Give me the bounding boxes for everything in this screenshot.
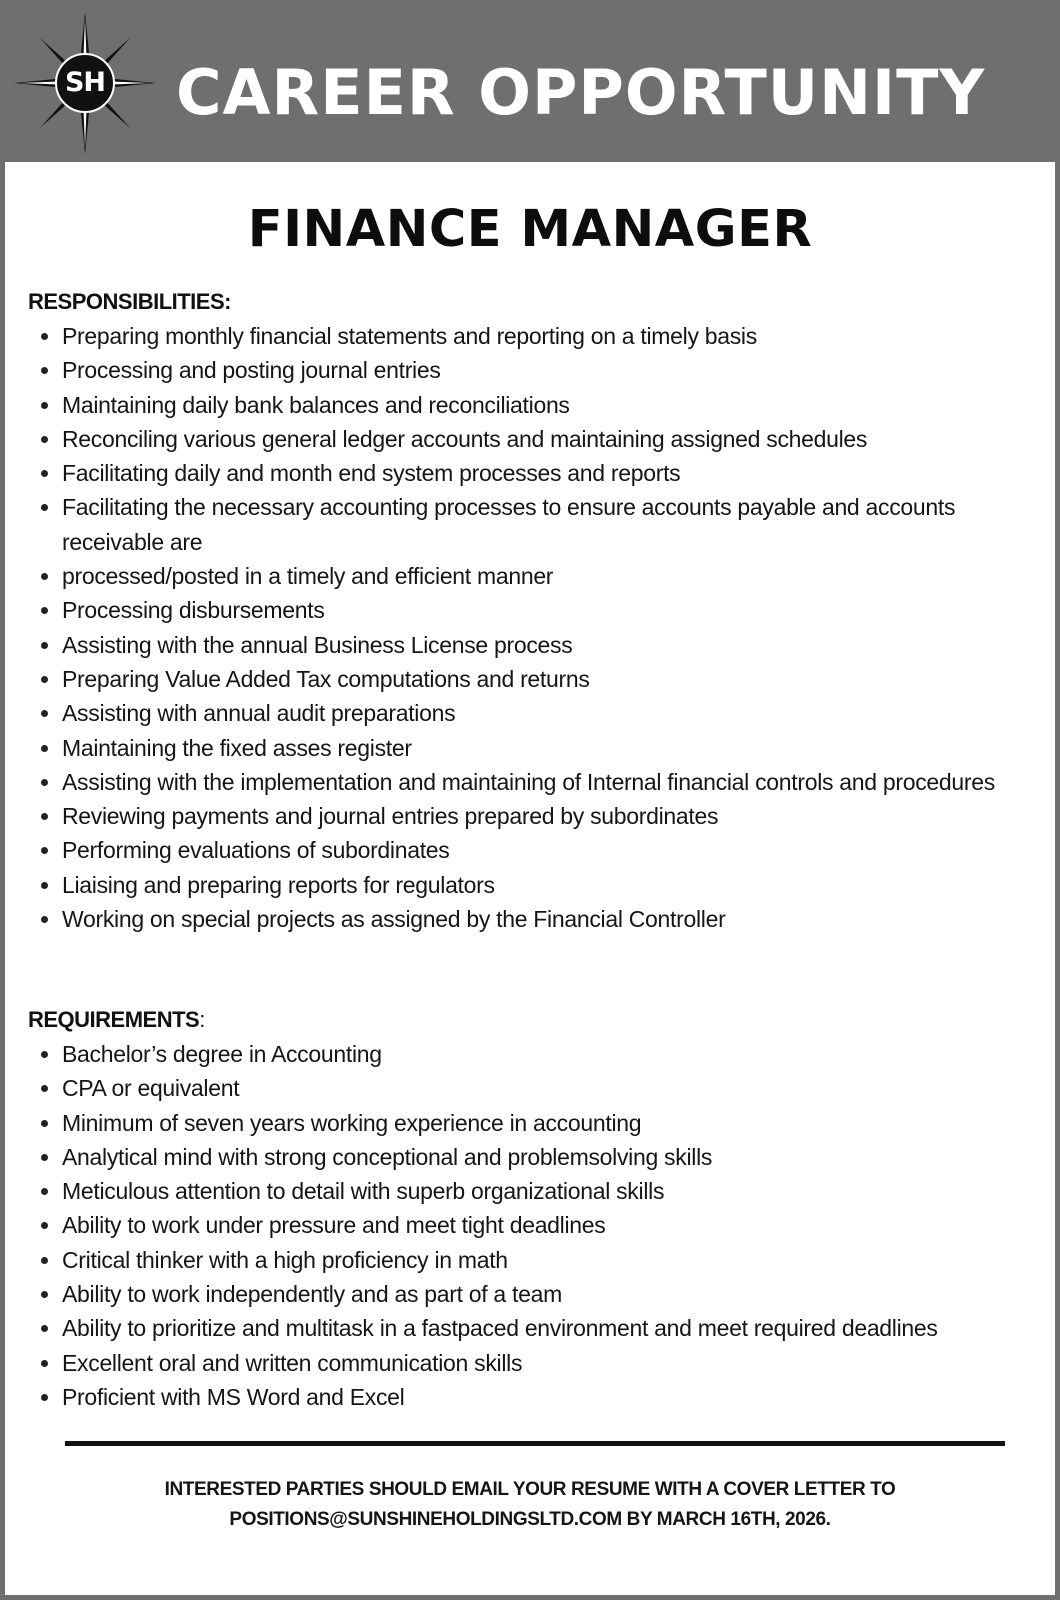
list-item-text: Minimum of seven years working experience in accounting <box>62 1109 642 1136</box>
bullet-icon <box>41 745 48 752</box>
bullet-icon <box>41 916 48 923</box>
application-instructions <box>5 1475 1055 1535</box>
list-item <box>5 902 1045 936</box>
list-item-text: Facilitating daily and month end system processes and reports <box>62 460 681 487</box>
bullet-icon <box>41 1120 48 1127</box>
bullet-icon <box>41 710 48 717</box>
list-item <box>5 1208 1045 1242</box>
list-item-text: Proficient with MS Word and Excel <box>62 1383 405 1410</box>
list-item <box>5 1037 1045 1071</box>
list-item-text: CPA or equivalent <box>62 1075 240 1102</box>
list-item <box>5 388 1045 422</box>
bullet-icon <box>41 1085 48 1092</box>
list-item-text: Ability to work independently and as part of a team <box>62 1281 562 1308</box>
list-item <box>5 799 1045 833</box>
bullet-icon <box>41 1325 48 1332</box>
list-item <box>5 456 1045 490</box>
job-title: FINANCE MANAGER <box>247 200 813 259</box>
requirements-heading <box>28 1005 205 1035</box>
requirements-list <box>5 1037 1045 1414</box>
bullet-icon <box>41 333 48 340</box>
list-item-text: processed/posted in a timely and efficient manner <box>62 563 554 590</box>
bullet-icon <box>41 402 48 409</box>
bullet-icon <box>41 1360 48 1367</box>
list-item <box>5 1174 1045 1208</box>
list-item <box>5 1277 1045 1311</box>
bullet-icon <box>41 1291 48 1298</box>
bullet-icon <box>41 1257 48 1264</box>
list-item <box>5 1243 1045 1277</box>
bullet-icon <box>41 436 48 443</box>
list-item-text: Maintaining daily bank balances and reconciliations <box>62 391 570 418</box>
logo-text: SH <box>64 67 106 98</box>
divider-rule <box>65 1441 1005 1446</box>
bullet-icon <box>41 470 48 477</box>
requirements-heading-text: REQUIREMENTS <box>28 1007 200 1032</box>
bullet-icon <box>41 1154 48 1161</box>
header-title: CAREER OPPORTUNITY <box>176 56 986 129</box>
list-item-text: Processing disbursements <box>62 597 325 624</box>
bullet-icon <box>41 813 48 820</box>
list-item-text: Preparing monthly financial statements and reporting on a timely basis <box>62 323 757 349</box>
bullet-icon <box>41 676 48 683</box>
list-item <box>5 1140 1045 1174</box>
bullet-icon <box>41 367 48 374</box>
list-item <box>5 868 1045 902</box>
bullet-icon <box>41 779 48 786</box>
list-item <box>5 593 1045 627</box>
bullet-icon <box>41 607 48 614</box>
bullet-icon <box>41 1394 48 1401</box>
list-item-text: Meticulous attention to detail with superb organizational skills <box>62 1178 665 1205</box>
list-item-text: Ability to prioritize and multitask in a fastpaced environment and meet required deadlines <box>62 1315 938 1342</box>
posting-body <box>5 162 1055 1595</box>
list-item <box>5 422 1045 456</box>
list-item-text: Performing evaluations of subordinates <box>62 837 450 864</box>
list-item <box>5 1071 1045 1105</box>
requirements-heading-colon: : <box>199 1007 205 1032</box>
list-item <box>5 1346 1045 1380</box>
bullet-icon <box>41 847 48 854</box>
company-logo <box>14 12 156 154</box>
bullet-icon <box>41 1051 48 1058</box>
list-item <box>5 662 1045 696</box>
bullet-icon <box>41 1188 48 1195</box>
list-item-text: Assisting with the implementation and maintaining of Internal financial controls and procedures <box>62 768 995 795</box>
list-item <box>5 833 1045 867</box>
list-item <box>5 696 1045 730</box>
list-item <box>5 765 997 799</box>
list-item-text: Facilitating the necessary accounting processes to ensure accounts payable and accounts receivable are <box>62 494 956 555</box>
bullet-icon <box>41 1222 48 1229</box>
list-item <box>5 490 997 559</box>
list-item-text: Preparing Value Added Tax computations and returns <box>62 665 590 692</box>
list-item <box>5 559 1045 593</box>
list-item-text: Working on special projects as assigned by the Financial Controller <box>62 906 726 933</box>
list-item <box>5 628 1045 662</box>
list-item-text: Maintaining the fixed asses register <box>62 734 412 761</box>
list-item <box>5 353 1045 387</box>
list-item-text: Processing and posting journal entries <box>62 357 441 384</box>
instructions-email-line: POSITIONS@SUNSHINEHOLDINGSLTD.COM BY MARCH 16TH, 2026. <box>229 1509 831 1530</box>
list-item-text: Assisting with the annual Business License process <box>62 631 573 658</box>
list-item-text: Bachelor’s degree in Accounting <box>62 1041 382 1067</box>
list-item-text: Liaising and preparing reports for regulators <box>62 871 495 898</box>
list-item <box>5 1380 1045 1414</box>
bullet-icon <box>41 504 48 511</box>
list-item-text: Reviewing payments and journal entries prepared by subordinates <box>62 803 719 830</box>
list-item-text: Ability to work under pressure and meet tight deadlines <box>62 1212 606 1239</box>
list-item-text: Excellent oral and written communication skills <box>62 1349 523 1376</box>
list-item-text: Reconciling various general ledger accounts and maintaining assigned schedules <box>62 425 868 452</box>
list-item-text: Analytical mind with strong conceptional and problemsolving skills <box>62 1143 713 1170</box>
bullet-icon <box>41 642 48 649</box>
bullet-icon <box>41 573 48 580</box>
list-item-text: Assisting with annual audit preparations <box>62 700 456 727</box>
responsibilities-list <box>5 319 1045 936</box>
instructions-line: INTERESTED PARTIES SHOULD EMAIL YOUR RESUME WITH A COVER LETTER TO <box>164 1479 896 1500</box>
list-item <box>5 1106 1045 1140</box>
header-banner <box>0 0 1060 162</box>
bullet-icon <box>41 882 48 889</box>
list-item-text: Critical thinker with a high proficiency in math <box>62 1246 508 1273</box>
responsibilities-heading: RESPONSIBILITIES: <box>28 289 231 314</box>
list-item <box>5 1311 1045 1345</box>
list-item <box>5 319 1045 353</box>
list-item <box>5 731 1045 765</box>
